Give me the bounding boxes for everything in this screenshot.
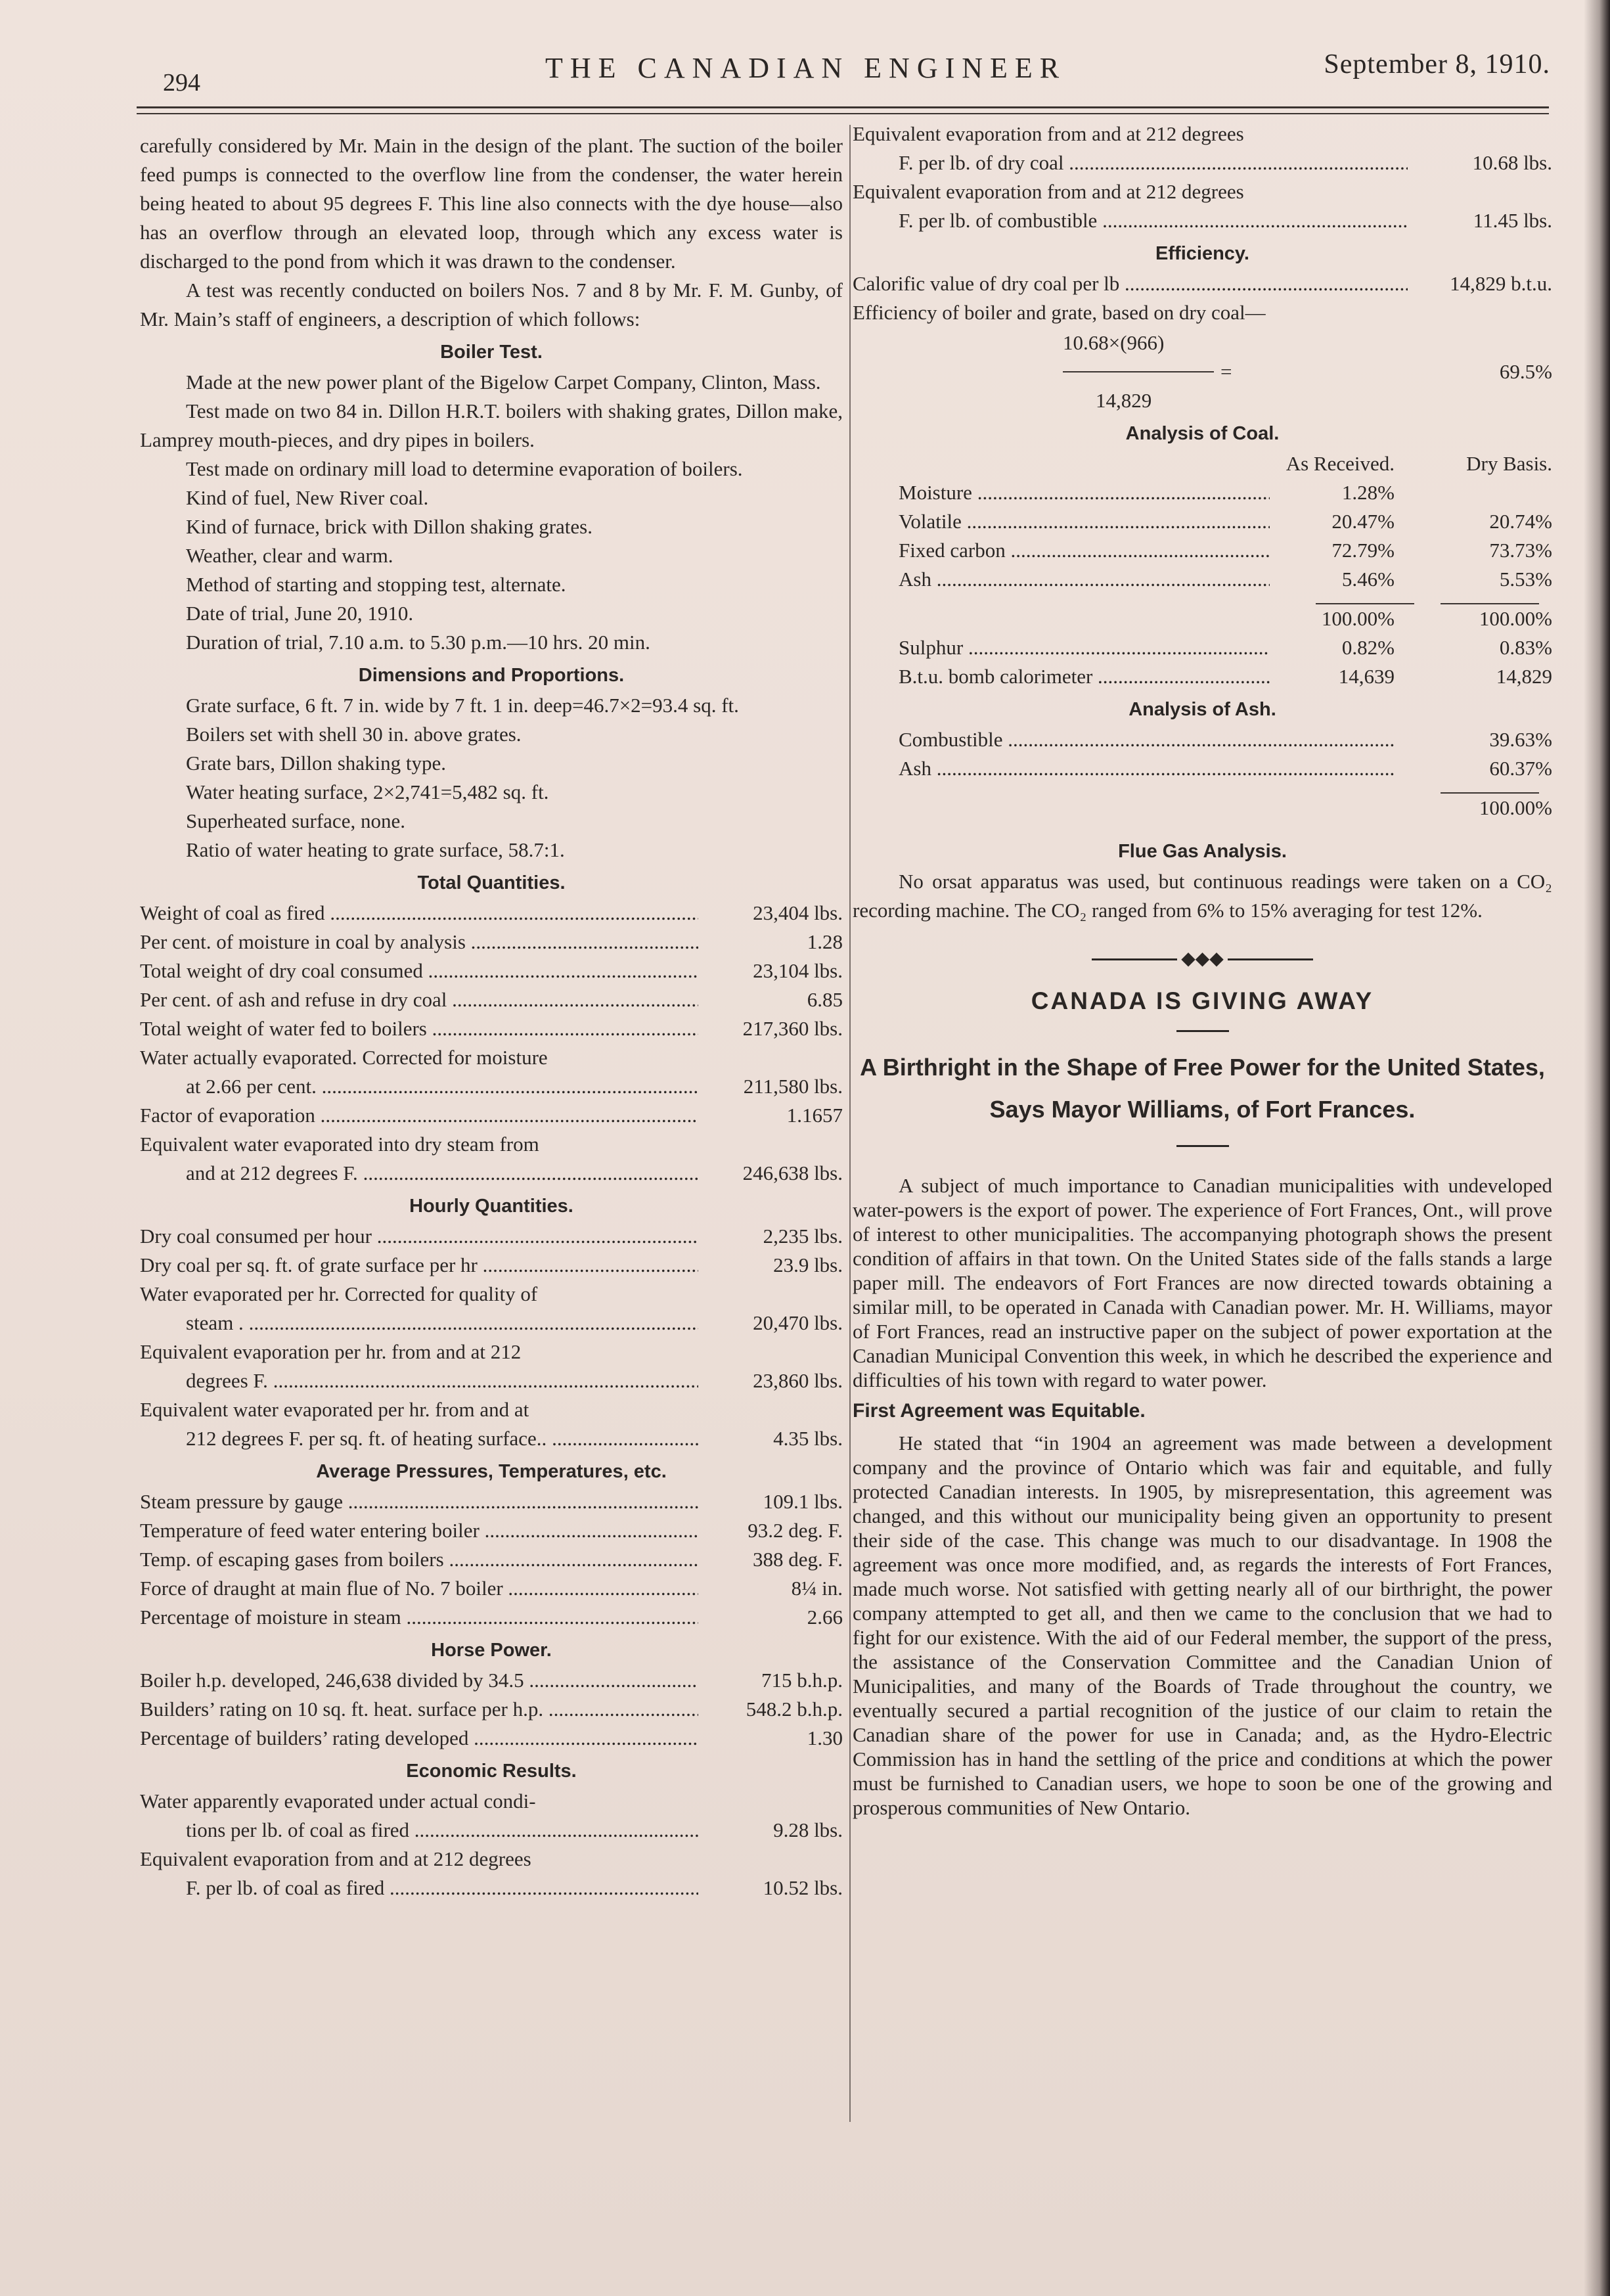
table-row [140,1251,843,1280]
row-label-line: Equivalent water evaporated into dry steam from [140,1133,539,1156]
row-value: 23,404 lbs. [753,901,843,924]
table-row [140,1072,843,1101]
row-value: 6.85 [807,988,843,1011]
formula-denominator: 14,829 [1096,389,1152,412]
section-heading-total-quantities: Total Quantities. [417,872,566,893]
row-label: Ash ..... [899,565,1270,594]
cell-received: 72.79% [1331,539,1395,562]
page-binding-shadow [1584,0,1610,2296]
equals-sign: = [1220,360,1232,383]
row-label: Temp. of escaping gases from boilers ..... [140,1545,698,1574]
table-row [140,1101,843,1130]
table-row [140,1724,843,1753]
row-label-line: Equivalent evaporation from and at 212 degrees [853,122,1244,145]
row-label: Dry coal consumed per hour ..... [140,1222,698,1251]
table-row [140,1574,843,1603]
cell-dry: 5.53% [1499,568,1552,591]
fraction-bar [1063,371,1214,372]
row-value: 246,638 lbs. [742,1161,843,1184]
total-received: 100.00% [1321,607,1395,630]
dimensions-line: Ratio of water heating to grate surface, 58.7:1. [186,838,565,861]
row-value: 14,829 b.t.u. [1450,272,1552,295]
row-label-line: Equivalent evaporation from and at 212 degrees [140,1847,531,1870]
cell-value: 60.37% [1489,757,1552,780]
sum-rule [853,783,1552,794]
row-label: Dry coal per sq. ft. of grate surface per hr ..... [140,1251,698,1280]
section-heading-boiler-test: Boiler Test. [440,342,543,363]
efficiency-line: Efficiency of boiler and grate, based on dry coal— [853,301,1266,324]
article-paragraph: He stated that “in 1904 an agreement was made between a development company and the province of Ontario which was fair and equitable, and fully protected Canadian interests. In 1905, by misrepresentation, this agreement was changed, and this without our municipality being given an opportunity to present their side of the case. This change was much to our disadvantage. In 1908 the agreement was once more modified, and, as regards the interests of Fort Frances, made much worse. Not satisfied with getting nearly all of our birthright, the power company attempted to get all, and then we came to the conclusion that we had to fight for our existence. With the aid of our Federal member, the support of the press, the assistance of the Conservation Committee and the Canadian Union of Municipalities, and many of the Boards of Trade throughout the country, we eventually secured a partial recognition of the justice of our claim to retain the Canadian share of the power for use in Canada; and, as the Hydro-Electric Commission has in hand the settling of the price and conditions at which the power must be furnished to Canadian users, we hope to soon be one of the growing and prosperous communities of New Ontario. [853,1431,1552,1819]
row-label: at 2.66 per cent. ..... [140,1072,698,1101]
boiler-test-paragraph: Test made on two 84 in. Dillon H.R.T. boilers with shaking grates, Dillon make, Lamprey mouth-pieces, and dry pipes in boilers. [140,399,843,451]
boiler-test-paragraph: Test made on ordinary mill load to determine evaporation of boilers. [186,457,743,480]
row-value: 23,860 lbs. [753,1369,843,1392]
boiler-test-paragraph: Made at the new power plant of the Bigelow Carpet Company, Clinton, Mass. [186,371,821,394]
row-label: Sulphur ..... [899,633,1270,662]
row-label: Combustible ..... [899,725,1395,754]
column-header: As Received. [1286,452,1395,475]
table-row [140,1159,843,1188]
row-value: 109.1 lbs. [763,1490,843,1513]
row-label: Boiler h.p. developed, 246,638 divided by 34.5 ..... [140,1666,698,1695]
cell-received: 14,639 [1338,665,1395,688]
header-rule-secondary [137,113,1549,114]
section-heading-economic-results: Economic Results. [406,1761,577,1782]
subtitle-rule [1176,1145,1229,1147]
row-value: 715 b.h.p. [761,1669,843,1692]
table-row [140,1545,843,1574]
cell-value: 39.63% [1489,728,1552,751]
section-heading-efficiency: Efficiency. [1155,243,1249,264]
row-value: 388 deg. F. [752,1548,843,1571]
section-ornament [853,945,1552,974]
table-row [140,1014,843,1043]
table-row [853,206,1552,235]
table-row [140,957,843,985]
row-label: F. per lb. of combustible ..... [853,206,1408,235]
table-row [853,507,1552,536]
table-row [853,754,1552,783]
table-row [140,985,843,1014]
row-label: steam . ..... [140,1309,698,1338]
table-row [140,1816,843,1845]
boiler-test-line: Kind of fuel, New River coal. [186,486,429,509]
row-label: Factor of evaporation ..... [140,1101,698,1130]
table-row [853,478,1552,507]
row-label: Builders’ rating on 10 sq. ft. heat. surface per h.p. ..... [140,1695,698,1724]
cell-received: 20.47% [1331,510,1395,533]
row-label-line: Equivalent evaporation per hr. from and at 212 [140,1340,522,1363]
total-value: 100.00% [1479,796,1552,819]
table-row [140,1874,843,1902]
cell-dry: 14,829 [1496,665,1552,688]
row-value: 11.45 lbs. [1473,209,1552,232]
dimensions-line: Water heating surface, 2×2,741=5,482 sq. ft. [186,780,549,803]
article-title: CANADA IS GIVING AWAY [1031,987,1374,1014]
page-header [131,46,1550,97]
intro-paragraph: A test was recently conducted on boilers Nos. 7 and 8 by Mr. F. M. Gunby, of Mr. Main’s staff of engineers, a description of which follows: [140,279,843,330]
row-label: Percentage of moisture in steam ..... [140,1603,698,1632]
table-row [140,1424,843,1453]
row-label: B.t.u. bomb calorimeter ..... [899,662,1270,691]
row-value: 2,235 lbs. [763,1225,843,1248]
issue-date: September 8, 1910. [1324,49,1550,79]
row-label: degrees F. ..... [140,1366,698,1395]
section-heading-dimensions: Dimensions and Proportions. [358,665,625,686]
row-label: Calorific value of dry coal per lb ..... [853,269,1408,298]
publication-title: THE CANADIAN ENGINEER [545,52,1067,84]
row-value: 10.52 lbs. [763,1876,843,1899]
row-value: 1.28 [807,930,843,953]
total-dry: 100.00% [1479,607,1552,630]
table-row [853,725,1552,754]
row-label: Temperature of feed water entering boiler ..... [140,1516,698,1545]
row-value: 548.2 b.h.p. [746,1698,843,1721]
left-column [140,131,843,1902]
dimensions-line: Boilers set with shell 30 in. above grates. [186,723,522,746]
section-heading-analysis-of-ash: Analysis of Ash. [1129,699,1276,720]
row-label-line: Water apparently evaporated under actual condi- [140,1790,536,1812]
sum-rule [853,594,1552,604]
row-label: Per cent. of moisture in coal by analysis ..... [140,928,698,957]
row-value: 23.9 lbs. [773,1253,843,1276]
cell-dry: 73.73% [1489,539,1552,562]
intro-paragraph: carefully considered by Mr. Main in the design of the plant. The suction of the boiler feed pumps is connected to the overflow line from the condenser, the water herein being heated to about 95 degrees F. This line also connects with the dye house—also has an overflow through an elevated loop, through which any excess water is discharged to the pond from which it was drawn to the condenser. [140,134,843,273]
boiler-test-line: Date of trial, June 20, 1910. [186,602,414,625]
row-label: Ash ..... [899,754,1395,783]
title-rule [1176,1030,1229,1032]
article-subheading: First Agreement was Equitable. [853,1400,1146,1422]
row-value: 23,104 lbs. [753,959,843,982]
row-value: 4.35 lbs. [773,1427,843,1450]
dimensions-paragraph: Grate surface, 6 ft. 7 in. wide by 7 ft. 1 in. deep=46.7×2=93.4 sq. ft. [186,694,739,717]
table-row [853,633,1552,662]
section-heading-analysis-of-coal: Analysis of Coal. [1125,423,1280,444]
table-row [853,269,1552,298]
row-label: 212 degrees F. per sq. ft. of heating surface.. ..... [140,1424,698,1453]
cell-received: 5.46% [1341,568,1395,591]
table-row [140,928,843,957]
row-label: Fixed carbon ..... [899,536,1270,565]
table-row [140,1222,843,1251]
table-row [140,1366,843,1395]
table-total-row [853,794,1552,822]
table-row [140,1516,843,1545]
row-value: 20,470 lbs. [753,1311,843,1334]
row-value: 217,360 lbs. [742,1017,843,1040]
section-heading-flue-gas: Flue Gas Analysis. [1118,841,1287,862]
table-row [853,148,1552,177]
section-heading-pressures: Average Pressures, Temperatures, etc. [316,1461,667,1482]
dimensions-line: Grate bars, Dillon shaking type. [186,752,447,775]
formula-result: 69.5% [1499,360,1552,383]
table-header [853,449,1552,478]
article-paragraph: A subject of much importance to Canadian municipalities with undeveloped water-powers is the export of power. The experience of Fort Frances, Ont., will prove of interest to other municipalities. The accompanying photograph shows the present condition of affairs in that town. On the United States side of the falls stands a large paper mill. The endeavors of Fort Frances are now directed towards obtaining a similar mill, to be operated in Canada with Canadian power. Mr. H. Williams, mayor of Fort Frances, read an instructive paper on the subject of power exportation at the Canadian Municipal Convention this week, in which he described the experience and difficulties of his town with regard to water power. [853,1174,1552,1391]
table-row [140,1309,843,1338]
boiler-test-line: Method of starting and stopping test, alternate. [186,573,566,596]
row-label: and at 212 degrees F. ..... [140,1159,698,1188]
ornament-icon: ◆◆◆ [1181,949,1224,969]
section-heading-hourly-quantities: Hourly Quantities. [409,1196,573,1217]
row-label: Steam pressure by gauge ..... [140,1487,698,1516]
row-label: Force of draught at main flue of No. 7 boiler ..... [140,1574,698,1603]
row-label: Percentage of builders’ rating developed ..... [140,1724,698,1753]
article-body [853,1173,1552,1820]
column-divider [849,125,851,2122]
row-label: Per cent. of ash and refuse in dry coal ..... [140,985,698,1014]
boiler-test-line: Weather, clear and warm. [186,544,393,567]
row-label: Volatile ..... [899,507,1270,536]
header-rule [137,106,1549,108]
row-label-line: Equivalent evaporation from and at 212 degrees [853,180,1244,203]
row-label-line: Water actually evaporated. Corrected for moisture [140,1046,548,1069]
page-number: 294 [163,69,200,97]
table-row [140,1666,843,1695]
row-value: 2.66 [807,1606,843,1629]
row-label: F. per lb. of dry coal ..... [853,148,1408,177]
row-value: 1.30 [807,1726,843,1749]
row-label: Total weight of dry coal consumed ..... [140,957,698,985]
table-row [140,899,843,928]
row-value: 9.28 lbs. [773,1818,843,1841]
row-value: 1.1657 [786,1104,843,1127]
cell-received: 0.82% [1341,636,1395,659]
row-label: F. per lb. of coal as fired ..... [140,1874,698,1902]
article-subtitle: A Birthright in the Shape of Free Power for the United States, Says Mayor Williams, of Fort Frances. [860,1054,1545,1123]
row-label: Total weight of water fed to boilers ..... [140,1014,698,1043]
table-row [140,1603,843,1632]
flue-gas-paragraph: No orsat apparatus was used, but continuous readings were taken on a CO₂ recording machine. The CO₂ ranged from 6% to 15% averaging for test 12%. [853,870,1552,922]
cell-dry: 20.74% [1489,510,1552,533]
column-header: Dry Basis. [1466,452,1552,475]
row-label: Moisture ..... [899,478,1270,507]
row-label-line: Water evaporated per hr. Corrected for quality of [140,1282,538,1305]
row-label-line: Equivalent water evaporated per hr. from and at [140,1398,529,1421]
row-value: 8¼ in. [791,1577,843,1600]
cell-received: 1.28% [1341,481,1395,504]
row-label: Weight of coal as fired ..... [140,899,698,928]
boiler-test-line: Duration of trial, 7.10 a.m. to 5.30 p.m.—10 hrs. 20 min. [186,631,650,654]
table-row [853,662,1552,691]
dimensions-line: Superheated surface, none. [186,809,405,832]
right-column [853,120,1552,1820]
efficiency-formula [853,328,1552,415]
cell-dry: 0.83% [1499,636,1552,659]
section-heading-horse-power: Horse Power. [431,1640,552,1661]
formula-numerator: 10.68×(966) [1063,331,1165,354]
boiler-test-line: Kind of furnace, brick with Dillon shaking grates. [186,515,593,538]
row-value: 211,580 lbs. [743,1075,843,1098]
table-row [853,565,1552,594]
table-row [140,1695,843,1724]
row-value: 10.68 lbs. [1472,151,1552,174]
table-row [853,536,1552,565]
table-total-row [853,604,1552,633]
row-value: 93.2 deg. F. [748,1519,843,1542]
row-label: tions per lb. of coal as fired ..... [140,1816,698,1845]
table-row [140,1487,843,1516]
